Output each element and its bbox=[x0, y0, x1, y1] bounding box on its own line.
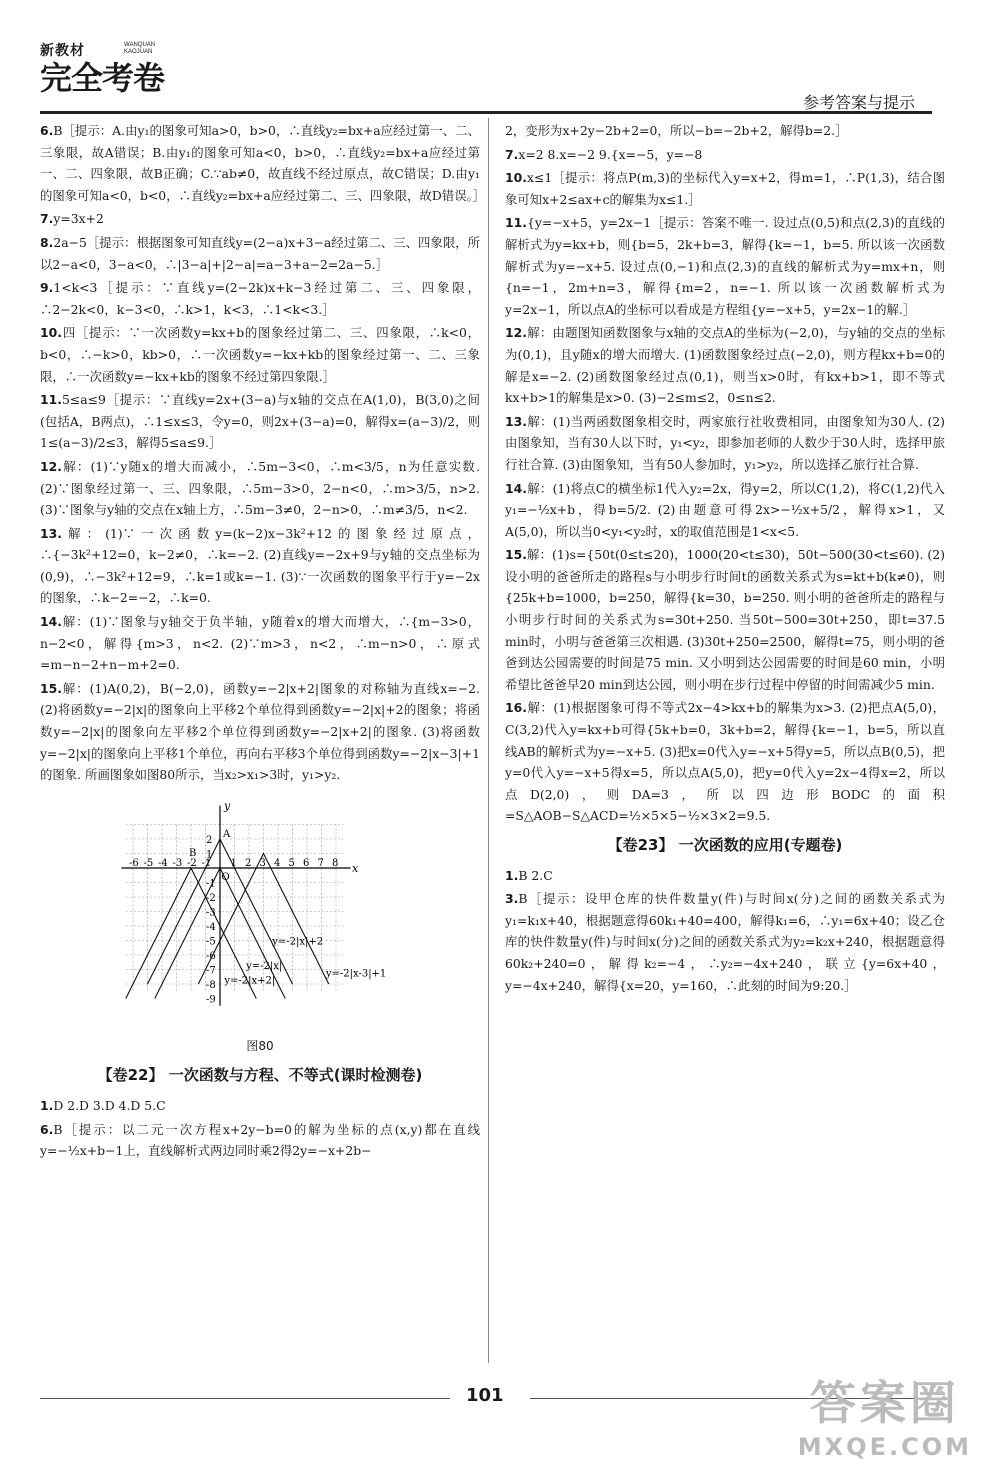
answer-item bbox=[40, 523, 480, 609]
y-tick-label: -4 bbox=[206, 921, 216, 933]
y-tick-label: -7 bbox=[206, 965, 216, 977]
watermark bbox=[798, 1367, 972, 1461]
watermark-text: 答案圈 bbox=[809, 1376, 960, 1430]
answer-number: 1. bbox=[40, 1098, 54, 1113]
footer-rule-left bbox=[40, 1398, 450, 1399]
y-tick-label: -8 bbox=[206, 979, 216, 991]
page-header-title: 参考答案与提示 bbox=[802, 93, 915, 112]
answer-text: B［提示：以二元一次方程x+2y−b=0的解为坐标的点(x,y)都在直线y=−½x+b−1上，直线解析式两边同时乘2得2y=−x+2b− bbox=[40, 1121, 480, 1159]
answer-item bbox=[40, 1095, 480, 1117]
x-tick-label: 5 bbox=[288, 857, 295, 869]
answer-text: x=2 8.x=−2 9.{x=−5，y=−8 bbox=[518, 146, 703, 162]
y-tick-label: 1 bbox=[206, 849, 213, 861]
answer-item bbox=[40, 389, 480, 454]
x-tick-label: 7 bbox=[317, 857, 324, 869]
answer-number: 14. bbox=[40, 614, 62, 630]
x-axis-label: x bbox=[351, 861, 359, 875]
curve-label: y=-2|x|+2 bbox=[272, 936, 324, 948]
answer-text: y=3x+2 bbox=[53, 211, 104, 227]
answer-number: 12. bbox=[505, 325, 527, 341]
answer-number: 10. bbox=[40, 325, 62, 341]
answer-text: 解：(1)根据图象可得不等式2x−4>kx+b的解集为x>3. (2)把点A(5,0)，C(3,2)代入y=kx+b可得{5k+b=0，3k+b=2，解得{k=−1，b=5，所以直线AB的解析式为y=−x+5. (3)把x=0代入y=−x+5得y=5，所以点B(0,5)，把y=0代入y=−x+5得x=5，所以点A(5,0)，把y=0代入y=2x−4得x=2，所以点D(2,0)，则DA=3，所以四边形BODC的面积=S△AOB−S△ACD=½×5×5−½×3×2=9.5. bbox=[505, 700, 945, 824]
answer-item bbox=[505, 167, 945, 210]
y-tick-label: -5 bbox=[206, 936, 216, 948]
brand-sub: 新教材 bbox=[40, 43, 85, 59]
x-tick-label: 3 bbox=[259, 857, 266, 869]
answer-number: 13. bbox=[505, 413, 527, 429]
answer-text: 2，变形为x+2y−2b+2=0，所以−b=−2b+2，解得b=2.］ bbox=[505, 123, 848, 138]
origin-label: O bbox=[221, 871, 230, 883]
curve-label: y=-2|x+2| bbox=[224, 975, 276, 987]
y-tick-label: 2 bbox=[206, 834, 213, 846]
answer-number: 16. bbox=[505, 700, 527, 716]
brand-main: 完全考卷 bbox=[40, 59, 165, 97]
y-axis-label: y bbox=[224, 799, 231, 813]
function-graph bbox=[40, 788, 480, 1038]
answer-item bbox=[505, 144, 945, 166]
header-rule bbox=[40, 111, 932, 114]
answer-number: 7. bbox=[40, 211, 54, 227]
column-divider bbox=[488, 118, 489, 1363]
figure-caption: 图80 bbox=[246, 1038, 274, 1053]
answer-text: 2a−5［提示：根据图象可知直线y=(2−a)x+3−a经过第二、三、四象限，所以2−a<0，3−a<0，∴|3−a|+|2−a|=a−3+a−2=2a−5.］ bbox=[40, 234, 480, 272]
point-a-label: A bbox=[223, 828, 231, 840]
section-23-title: 【卷23】 一次函数的应用(专题卷) bbox=[607, 836, 843, 854]
curve-label: y=-2|x-3|+1 bbox=[325, 968, 387, 980]
page-number: 101 bbox=[466, 1385, 504, 1406]
answer-text: B［提示：A.由y₁的图象可知a>0，b>0，∴直线y₂=bx+a应经过第一、二、三象限，故A错误；B.由y₁的图象可知a<0，b>0，∴直线y₂=bx+a应经过第一、二、四象限，故B正确；C.∵ab≠0，故直线不经过原点，故C错误；D.由y₁的图象可知a<0，b<0，∴直线y₂=bx+a应经过第二、三、四象限，故D错误。］ bbox=[40, 123, 486, 203]
answer-text: D 2.D 3.D 4.D 5.C bbox=[53, 1098, 166, 1113]
answer-item bbox=[505, 697, 945, 827]
x-tick-label: 1 bbox=[230, 857, 237, 869]
answer-item bbox=[40, 1119, 480, 1162]
answer-item bbox=[40, 456, 480, 521]
answer-text: 解：(1)∵一次函数y=(k−2)x−3k²+12的图象经过原点，∴{−3k²+12=0，k−2≠0，∴k=−2. (2)直线y=−2x+9与y轴的交点坐标为(0,9)，∴−3k²+12=9，∴k=1或k=−1. (3)∵一次函数的图象平行于y=−2x的图象，∴k−2=−2，∴k=0. bbox=[40, 525, 480, 606]
answer-number: 7. bbox=[505, 146, 519, 162]
answer-number: 14. bbox=[505, 480, 527, 496]
answer-item bbox=[505, 411, 945, 476]
answer-number: 6. bbox=[40, 123, 54, 138]
answer-item bbox=[40, 120, 486, 206]
y-tick-label: -2 bbox=[206, 892, 216, 904]
x-tick-label: -5 bbox=[143, 857, 154, 869]
left-column bbox=[40, 120, 486, 1164]
answer-item bbox=[40, 322, 480, 387]
answer-number: 8. bbox=[40, 234, 54, 250]
answer-item bbox=[40, 208, 480, 230]
answer-text: 解：由题图知函数图象与x轴的交点A的坐标为(−2,0)，与y轴的交点的坐标为(0,1)，且y随x的增大而增大. (1)函数图象经过点(−2,0)，则方程kx+b=0的解是x=−2. (2)函数图象经过点(0,1)，则当x>0时，有kx+b>1，即不等式kx+b>1的解集是x>0. (3)−2≤m≤2，0≤n≤2. bbox=[505, 325, 945, 406]
answer-text: 四［提示：∵一次函数y=kx+b的图象经过第二、三、四象限，∴k<0，b<0，∴−k>0，kb>0，∴一次函数y=−kx+kb的图象经过第一、二、三象限，∴一次函数y=−kx+kb的图象不经过第四象限.］ bbox=[40, 325, 480, 384]
answer-text: 1<k<3［提示：∵直线y=(2−2k)x+k−3经过第二、三、四象限，∴2−2k<0，k−3<0，∴k>1，k<3，∴1<k<3.］ bbox=[40, 280, 480, 317]
curve-label: y=-2|x| bbox=[246, 960, 283, 972]
figure-80 bbox=[40, 788, 480, 1038]
answer-item bbox=[505, 212, 945, 320]
answer-number: 11. bbox=[505, 215, 527, 231]
answer-text: 解：(1)∵图象与y轴交于负半轴，y随着x的增大而增大，∴{m−3>0，n−2<0，解得{m>3，n<2. (2)∵m>3，n<2，∴m−n>0，∴原式=m−n−2+n−m+2=0. bbox=[40, 614, 480, 673]
x-tick-label: 6 bbox=[303, 857, 310, 869]
left-answer-list bbox=[40, 120, 486, 786]
x-tick-label: 2 bbox=[245, 857, 252, 869]
answer-text: B［提示：设甲仓库的快件数量y(件)与时间x(分)之间的函数关系式为y₁=k₁x+40，根据题意得60k₁+40=400，解得k₁=6，∴y₁=6x+40；设乙仓库的快件数量y(件)与时间x(分)之间的函数关系式为y₂=k₂x+240，根据题意得60k₂+240=0，解得k₂=−4，∴y₂=−4x+240，联立{y=6x+40，y=−4x+240，解得{x=20，y=160，∴此刻的时间为9:20.］ bbox=[505, 891, 945, 993]
answer-item bbox=[505, 478, 945, 543]
answer-number: 1. bbox=[505, 867, 519, 883]
y-tick-label: -3 bbox=[206, 907, 216, 919]
x-tick-label: -3 bbox=[172, 857, 183, 869]
answer-text: 5≤a≤9［提示：∵直线y=2x+(3−a)与x轴的交点在A(1,0)，B(3,0)之间(包括A，B两点)，∴1≤x≤3，令y=0，则2x+(3−a)=0，解得x=(a−3)/2，则1≤(a−3)/2≤3，解得5≤a≤9.］ bbox=[40, 392, 480, 451]
answer-item bbox=[505, 120, 945, 142]
x-tick-label: -1 bbox=[201, 857, 212, 869]
right-column bbox=[505, 120, 945, 998]
answer-item bbox=[505, 865, 945, 887]
answer-number: 10. bbox=[505, 170, 527, 186]
x-tick-label: -4 bbox=[158, 857, 168, 869]
answer-text: 解：(1)∵y随x的增大而减小，∴5m−3<0，∴m<3/5，n为任意实数. (2)∵图象经过第一、三、四象限，∴5m−3>0，2−n<0，∴m>3/5，n>2. (3)∵图象与y轴的交点在x轴上方，∴5m−3≠0，2−n>0，∴m≠3/5，n<2. bbox=[40, 458, 480, 518]
answer-text: 解：(1)将点C的横坐标1代入y₂=2x，得y=2，所以C(1,2)，将C(1,2)代入y₁=−½x+b，得b=5/2. (2)由题意可得2x>−½x+5/2，解得x>1，又A(5,0)，所以当0<y₁<y₂时，x的取值范围是1<x<5. bbox=[505, 480, 945, 539]
y-tick-label: -9 bbox=[206, 994, 216, 1006]
y-tick-label: -1 bbox=[206, 878, 216, 890]
section-22-answers bbox=[40, 1095, 480, 1162]
answer-number: 3. bbox=[505, 891, 519, 907]
answer-number: 9. bbox=[40, 280, 54, 296]
answer-item bbox=[505, 888, 945, 996]
answer-number: 12. bbox=[40, 458, 62, 474]
answer-text: 解：(1)s={50t(0≤t≤20)，1000(20<t≤30)，50t−500(30<t≤60). (2)设小明的爸爸所走的路程s与小明步行时间t的函数关系式为s=kt+b(k≠0)，则{25k+b=1000，b=250，解得{k=30，b=250. 则小明的爸爸所走的路程与小明步行时间的关系式为s=30t+250. 当50t−500=30t+250，即t=37.5 min时，小明与爸爸第三次相遇. (3)30t+250=2500，解得t=75，则小明的爸爸到达公园需要的时间是75 min. 又小明到达公园需要的时间是60 min，小明希望比爸爸早20 min到达公园，则小明在步行过程中停留的时间需减少5 min. bbox=[505, 547, 945, 692]
section-23-answers bbox=[505, 865, 945, 997]
answer-item bbox=[40, 611, 480, 676]
x-tick-label: 4 bbox=[274, 857, 281, 869]
point-b-label: B bbox=[189, 847, 197, 859]
answer-item bbox=[40, 277, 480, 320]
answer-text: 解：(1)当两函数图象相交时，两家旅行社收费相同，由图象知为30人. (2)由图象知，当有30人以下时，y₁<y₂，即参加老师的人数少于30人时，选择甲旅行社合算. (3)由图象知，当有50人参加时，y₁>y₂，所以选择乙旅行社合算. bbox=[505, 413, 945, 472]
watermark-url: MXQE.COM bbox=[797, 1433, 972, 1461]
answer-number: 15. bbox=[40, 680, 62, 696]
answer-item bbox=[40, 678, 480, 786]
answer-text: x≤1［提示：将点P(m,3)的坐标代入y=x+2，得m=1，∴P(1,3)，结合图象可知x+2≤ax+c的解集为x≤1.］ bbox=[505, 170, 945, 207]
answer-number: 11. bbox=[40, 392, 62, 408]
x-tick-label: -6 bbox=[129, 857, 139, 869]
answer-number: 13. bbox=[40, 525, 62, 541]
answer-text: B 2.C bbox=[518, 867, 553, 883]
x-tick-label: -2 bbox=[187, 857, 197, 869]
answer-item bbox=[40, 232, 480, 275]
brand-logo bbox=[40, 40, 164, 96]
section-22-title: 【卷22】 一次函数与方程、不等式(课时检测卷) bbox=[97, 1066, 423, 1085]
answer-text: 解：(1)A(0,2)，B(−2,0)，函数y=−2|x+2|图象的对称轴为直线x=−2. (2)将函数y=−2|x|的图象向上平移2个单位得到函数y=−2|x|+2的图象；将函数y=−2|x|的图象向左平移2个单位得到函数y=−2|x+2|的图象. (3)将函数y=−2|x|的图象向上平移1个单位，再向右平移3个单位得到函数y=−2|x−3|+1的图象. 所画图象如图80所示，当x₂>x₁>3时，y₁>y₂. bbox=[40, 680, 480, 783]
answer-item bbox=[505, 322, 945, 408]
answer-text: {y=−x+5，y=2x−1［提示：答案不唯一. 设过点(0,5)和点(2,3)的直线的解析式为y=kx+b，则{b=5，2k+b=3，解得{k=−1，b=5. 所以该一次函数解析式为y=−x+5. 设过点(0,−1)和点(2,3)的直线的解析式为y=mx+n，则{n=−1，2m+n=3，解得{m=2，n=−1. 所以该一次函数解析式为y=2x−1，所以点A的坐标可以看成是方程组{y=−x+5，y=2x−1的解.］ bbox=[505, 215, 945, 317]
answer-number: 6. bbox=[40, 1121, 54, 1137]
right-answer-list bbox=[505, 120, 945, 827]
answer-item bbox=[505, 544, 945, 695]
answer-number: 15. bbox=[505, 547, 527, 563]
x-tick-label: 8 bbox=[332, 857, 339, 869]
brand-pinyin: WANQUAN KAOJUAN bbox=[124, 42, 156, 55]
y-tick-label: -6 bbox=[206, 950, 216, 962]
